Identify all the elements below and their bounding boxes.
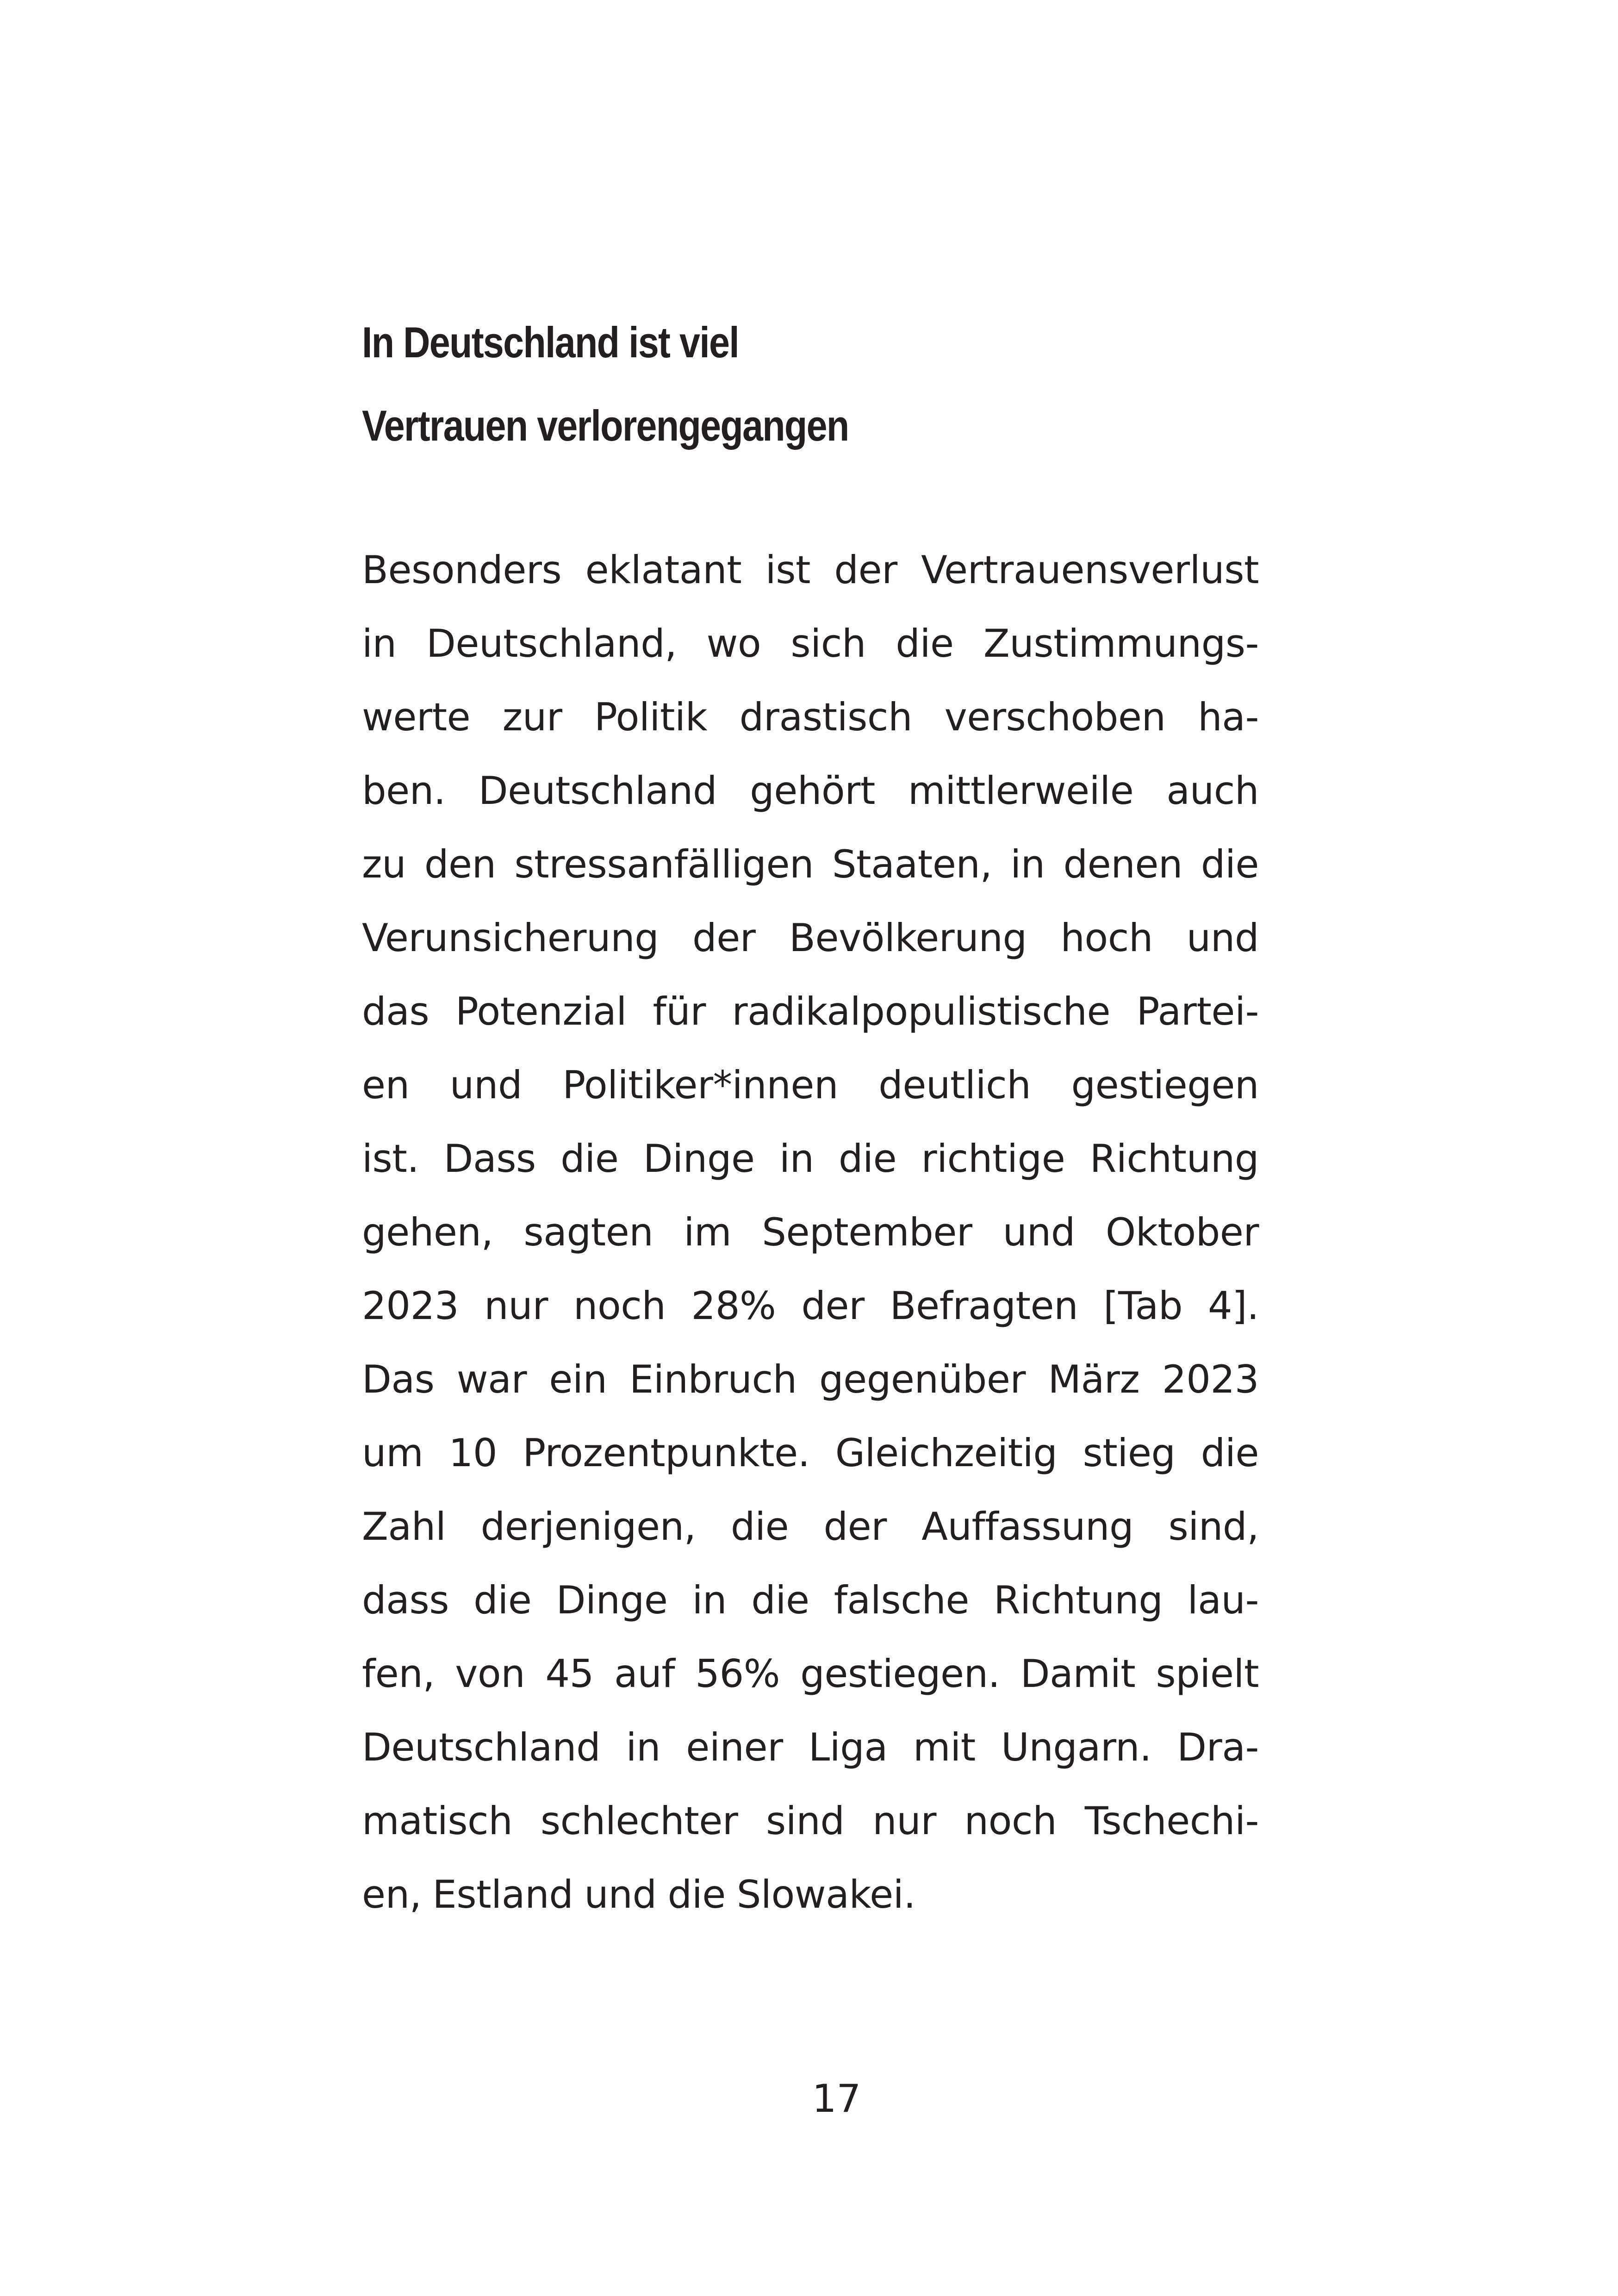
body-line: en, Estland und die Slowakei. bbox=[362, 1872, 916, 1917]
body-line: Verunsicherung der Bevölkerung hoch und bbox=[362, 915, 1259, 960]
section-heading bbox=[362, 301, 848, 467]
section-heading-line-1: In Deutschland ist viel bbox=[362, 318, 739, 367]
body-line: en und Politiker*innen deutlich gestiegen bbox=[362, 1063, 1259, 1108]
body-line: zu den stressanfälligen Staaten, in denen die bbox=[362, 842, 1259, 887]
body-line: fen, von 45 auf 56% gestiegen. Damit spielt bbox=[362, 1651, 1259, 1696]
body-line: ben. Deutschland gehört mittlerweile auch bbox=[362, 768, 1259, 813]
body-line: 2023 nur noch 28% der Befragten [Tab 4]. bbox=[362, 1283, 1259, 1328]
page-number: 17 bbox=[812, 2076, 861, 2121]
body-line: werte zur Politik drastisch verschoben ha- bbox=[362, 695, 1259, 740]
body-line: Besonders eklatant ist der Vertrauensverlust bbox=[362, 548, 1259, 592]
body-line: dass die Dinge in die falsche Richtung lau- bbox=[362, 1578, 1259, 1623]
body-line: in Deutschland, wo sich die Zustimmungs- bbox=[362, 621, 1259, 666]
body-line: Deutschland in einer Liga mit Ungarn. Dra- bbox=[362, 1725, 1259, 1770]
body-line: matisch schlechter sind nur noch Tschechi- bbox=[362, 1798, 1259, 1843]
section-heading-line-2: Vertrauen verlorengegangen bbox=[362, 401, 849, 450]
body-line: das Potenzial für radikalpopulistische Partei- bbox=[362, 989, 1259, 1034]
body-line: um 10 Prozentpunkte. Gleichzeitig stieg die bbox=[362, 1431, 1259, 1475]
body-line: gehen, sagten im September und Oktober bbox=[362, 1210, 1259, 1255]
body-line: ist. Dass die Dinge in die richtige Richtung bbox=[362, 1136, 1259, 1181]
body-line: Zahl derjenigen, die der Auffassung sind, bbox=[362, 1504, 1259, 1549]
body-line: Das war ein Einbruch gegenüber März 2023 bbox=[362, 1357, 1259, 1402]
body-paragraph bbox=[362, 533, 1259, 1931]
